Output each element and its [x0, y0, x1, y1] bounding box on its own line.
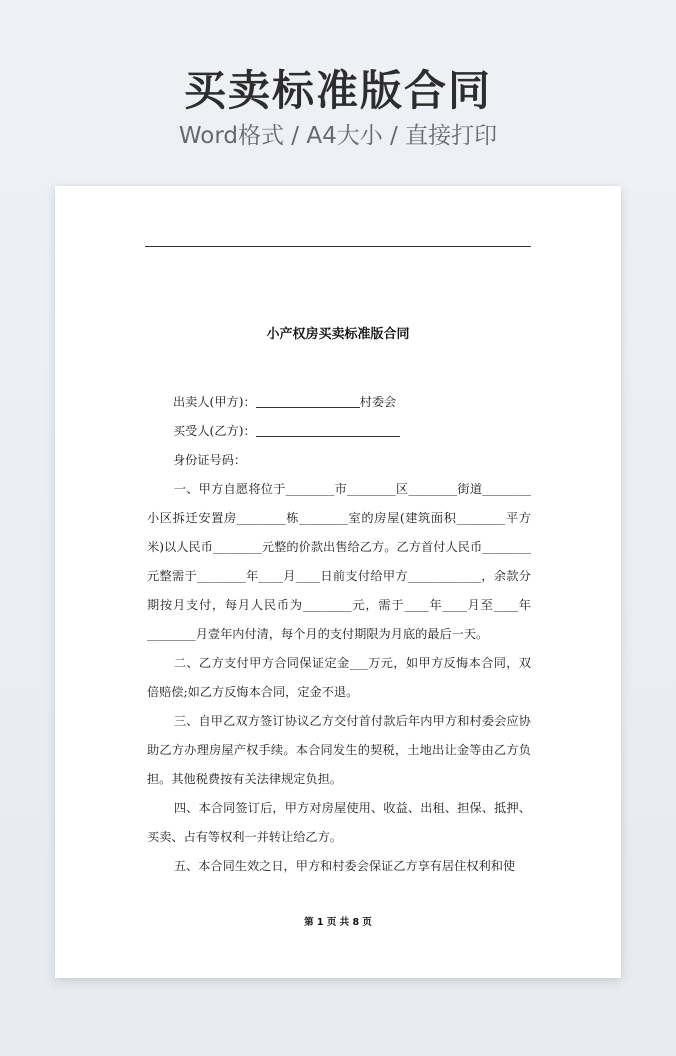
banner-subtitle: Word格式 / A4大小 / 直接打印 [178, 123, 498, 149]
page-footer: 第 1 页 共 8 页 [304, 917, 372, 928]
id-line [147, 446, 531, 475]
clause-1: 一、甲方自愿将位于________市________区________街道________小区拆迁安置房________栋________室的房屋(建筑面积________平方米)以人民币________元整的价款出售给乙方。乙方首付人民币________元整需于________年____月____日前支付给甲方____________，余款分期按月支付，每月人民币为________元，需于____年____月至____年________月壹年内付清，每个月的支付期限为月底的最后一天。 [147, 482, 531, 641]
seller-blank [256, 393, 360, 408]
seller-line [147, 388, 531, 417]
document-page [55, 186, 621, 978]
clause-2: 二、乙方支付甲方合同保证定金___万元，如甲方反悔本合同，双倍赔偿;如乙方反悔本合同，定金不退。 [147, 656, 531, 699]
clause-5: 五、本合同生效之日，甲方和村委会保证乙方享有居住权利和使 [173, 859, 516, 873]
clause-4: 四、本合同签订后，甲方对房屋使用、收益、出租、担保、抵押、买卖、占有等权利一并转让给乙方。 [147, 801, 531, 844]
header-rule [145, 246, 531, 247]
clause-3: 三、自甲乙双方签订协议乙方交付首付款后年内甲方和村委会应协助乙方办理房屋产权手续。本合同发生的契税，土地出让金等由乙方负担。其他税费按有关法律规定负担。 [147, 714, 531, 786]
buyer-blank [256, 422, 400, 437]
id-label: 身份证号码： [173, 453, 247, 467]
seller-suffix: 村委会 [359, 395, 397, 409]
document-title: 小产权房买卖标准版合同 [266, 327, 410, 342]
banner-title: 买卖标准版合同 [183, 66, 492, 115]
document-body [147, 388, 531, 881]
buyer-line [147, 417, 531, 446]
seller-label: 出卖人(甲方)： [173, 395, 256, 409]
buyer-label: 买受人(乙方)： [173, 424, 256, 438]
